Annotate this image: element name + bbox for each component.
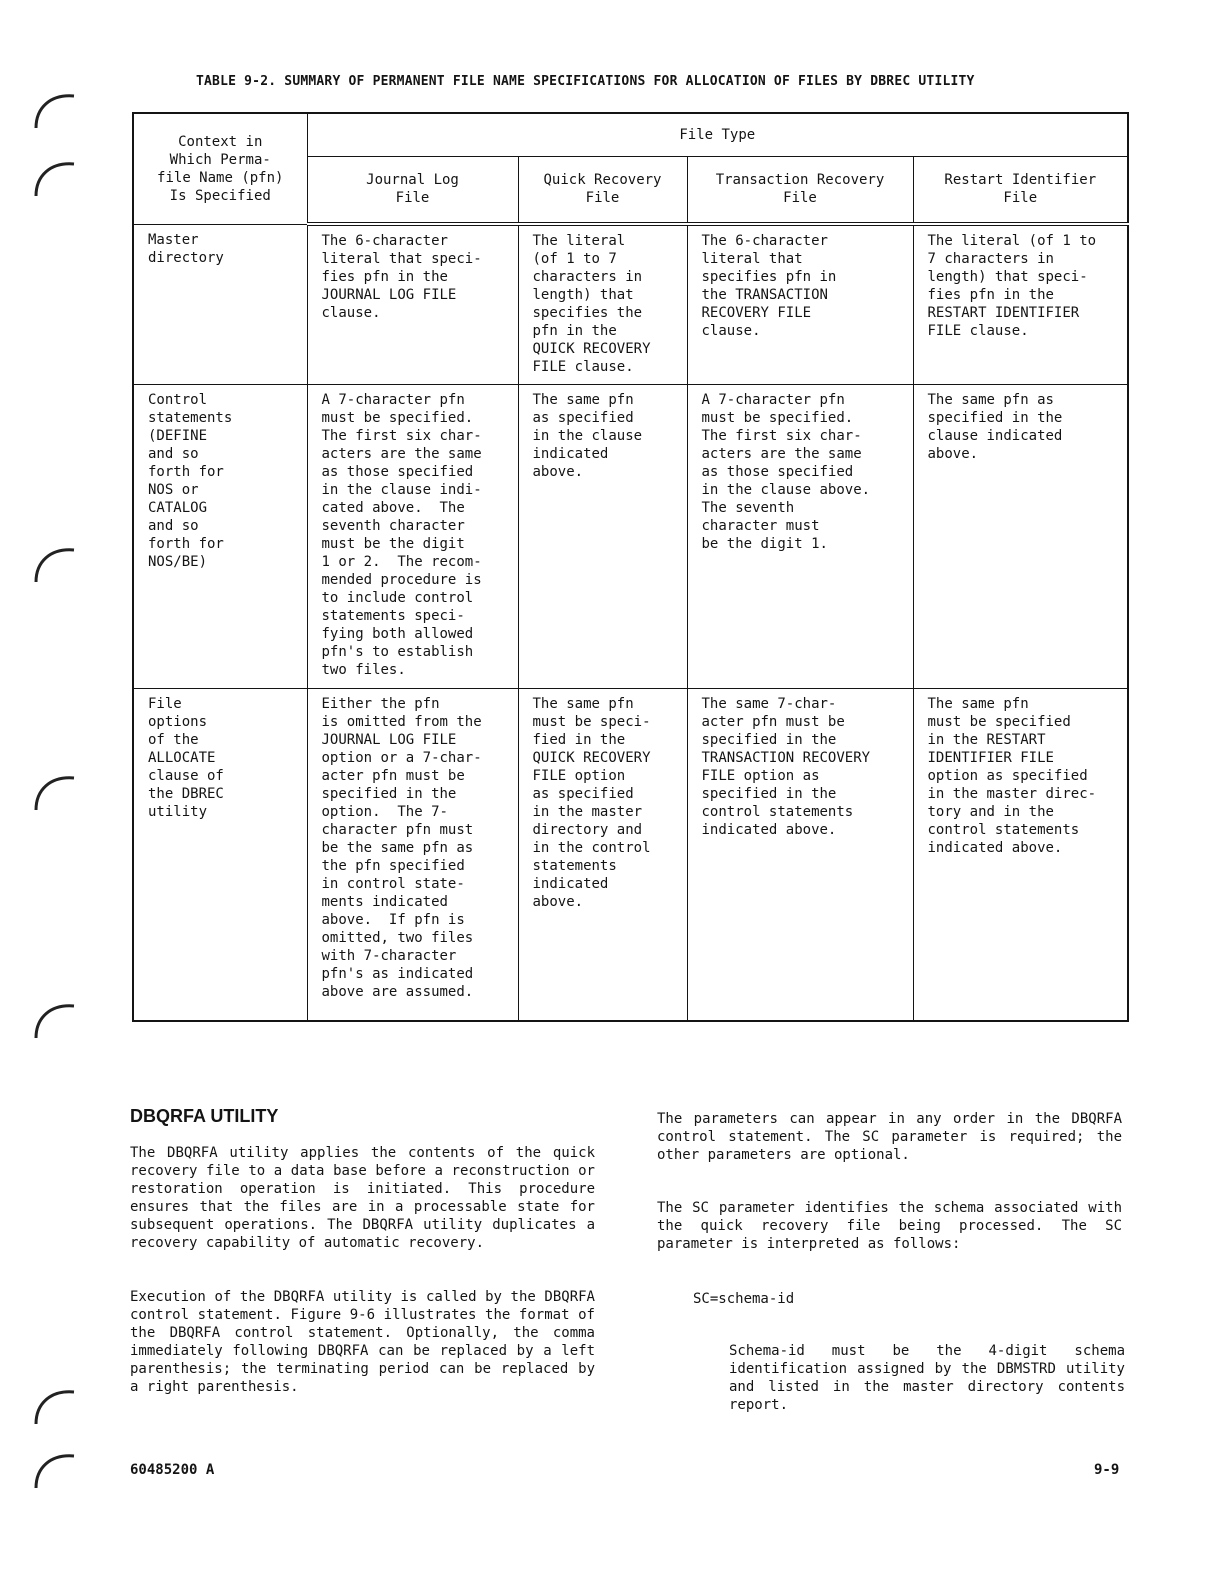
column-header-restart-identifier: Restart Identifier File: [913, 156, 1128, 224]
body-paragraph: The DBQRFA utility applies the contents of the quick recovery file to a data base before a reconstruction or restoration operation is initiated. This procedure ensures that the files are in a processable state for subsequent operations. The DBQRFA utility duplicates a recovery capability of automatic recovery.: [130, 1145, 595, 1251]
punch-hole-mark: [30, 84, 80, 134]
table-cell: The same pfn as specified in the clause indicated above.: [913, 384, 1128, 688]
column-header-journal-log: Journal Log File: [307, 156, 518, 224]
document-number: 60485200 A: [130, 1462, 215, 1478]
column-header-transaction-recovery: Transaction Recovery File: [687, 156, 913, 224]
table-row: [133, 384, 1128, 688]
punch-hole-mark: [30, 1444, 80, 1494]
table-caption: TABLE 9-2. SUMMARY OF PERMANENT FILE NAME SPECIFICATIONS FOR ALLOCATION OF FILES BY DBREC UTILITY: [196, 74, 975, 89]
page-number: 9-9: [1094, 1462, 1120, 1478]
section-heading: DBQRFA UTILITY: [130, 1106, 279, 1126]
table-cell: The 6-character literal that speci- fies pfn in the JOURNAL LOG FILE clause.: [307, 224, 518, 384]
row-context: Master directory: [133, 224, 307, 384]
row-context: File options of the ALLOCATE clause of the DBREC utility: [133, 688, 307, 1021]
pfn-specification-table: [132, 112, 1129, 1022]
parameter-description: Schema-id must be the 4-digit schema identification assigned by the DBMSTRD utility and listed in the master directory contents report.: [729, 1343, 1125, 1413]
column-header-quick-recovery: Quick Recovery File: [518, 156, 687, 224]
table-cell: A 7-character pfn must be specified. The first six char- acters are the same as those specified in the clause indi- cated above. The seventh character must be the digit 1 or 2. The recom- mended procedure is to include control statements speci- fying both allowed pfn's to establish two files.: [307, 384, 518, 688]
file-type-header: File Type: [307, 113, 1128, 156]
table-row: [133, 224, 1128, 384]
body-paragraph: Execution of the DBQRFA utility is called by the DBQRFA control statement. Figure 9-6 illustrates the format of the DBQRFA control statement. Optionally, the comma immediately following DBQRFA can be replaced by a left parenthesis; the terminating period can be replaced by a right parenthesis.: [130, 1289, 595, 1395]
table-cell: The same pfn as specified in the clause indicated above.: [518, 384, 687, 688]
punch-hole-mark: [30, 538, 80, 588]
table-cell: The literal (of 1 to 7 characters in length) that speci- fies pfn in the RESTART IDENTIFIER FILE clause.: [913, 224, 1128, 384]
table-cell: Either the pfn is omitted from the JOURNAL LOG FILE option or a 7-char- acter pfn must be specified in the option. The 7- character pfn must be the same pfn as the pfn specified in control state- ments indicated above. If pfn is omitted, two files with 7-character pfn's as indicated above are assumed.: [307, 688, 518, 1021]
punch-hole-mark: [30, 766, 80, 816]
body-paragraph: The SC parameter identifies the schema associated with the quick recovery file being processed. The SC parameter is interpreted as follows:: [657, 1200, 1122, 1252]
row-context: Control statements (DEFINE and so forth for NOS or CATALOG and so forth for NOS/BE): [133, 384, 307, 688]
table-cell: The same 7-char- acter pfn must be specified in the TRANSACTION RECOVERY FILE option as specified in the control statements indicated above.: [687, 688, 913, 1021]
table-cell: The 6-character literal that specifies pfn in the TRANSACTION RECOVERY FILE clause.: [687, 224, 913, 384]
table-cell: The same pfn must be speci- fied in the QUICK RECOVERY FILE option as specified in the master directory and in the control statements indicated above.: [518, 688, 687, 1021]
table-cell: The same pfn must be specified in the RESTART IDENTIFIER FILE option as specified in the master direc- tory and in the control statements indicated above.: [913, 688, 1128, 1021]
punch-hole-mark: [30, 152, 80, 202]
punch-hole-mark: [30, 994, 80, 1044]
syntax-example: SC=schema-id: [693, 1291, 795, 1307]
table-cell: The literal (of 1 to 7 characters in length) that specifies the pfn in the QUICK RECOVERY FILE clause.: [518, 224, 687, 384]
context-column-header: Context in Which Perma- file Name (pfn) Is Specified: [133, 113, 307, 224]
body-paragraph: The parameters can appear in any order in the DBQRFA control statement. The SC parameter is required; the other parameters are optional.: [657, 1111, 1122, 1163]
punch-hole-mark: [30, 1380, 80, 1430]
table-row: [133, 688, 1128, 1021]
table-cell: A 7-character pfn must be specified. The first six char- acters are the same as those specified in the clause above. The seventh character must be the digit 1.: [687, 384, 913, 688]
